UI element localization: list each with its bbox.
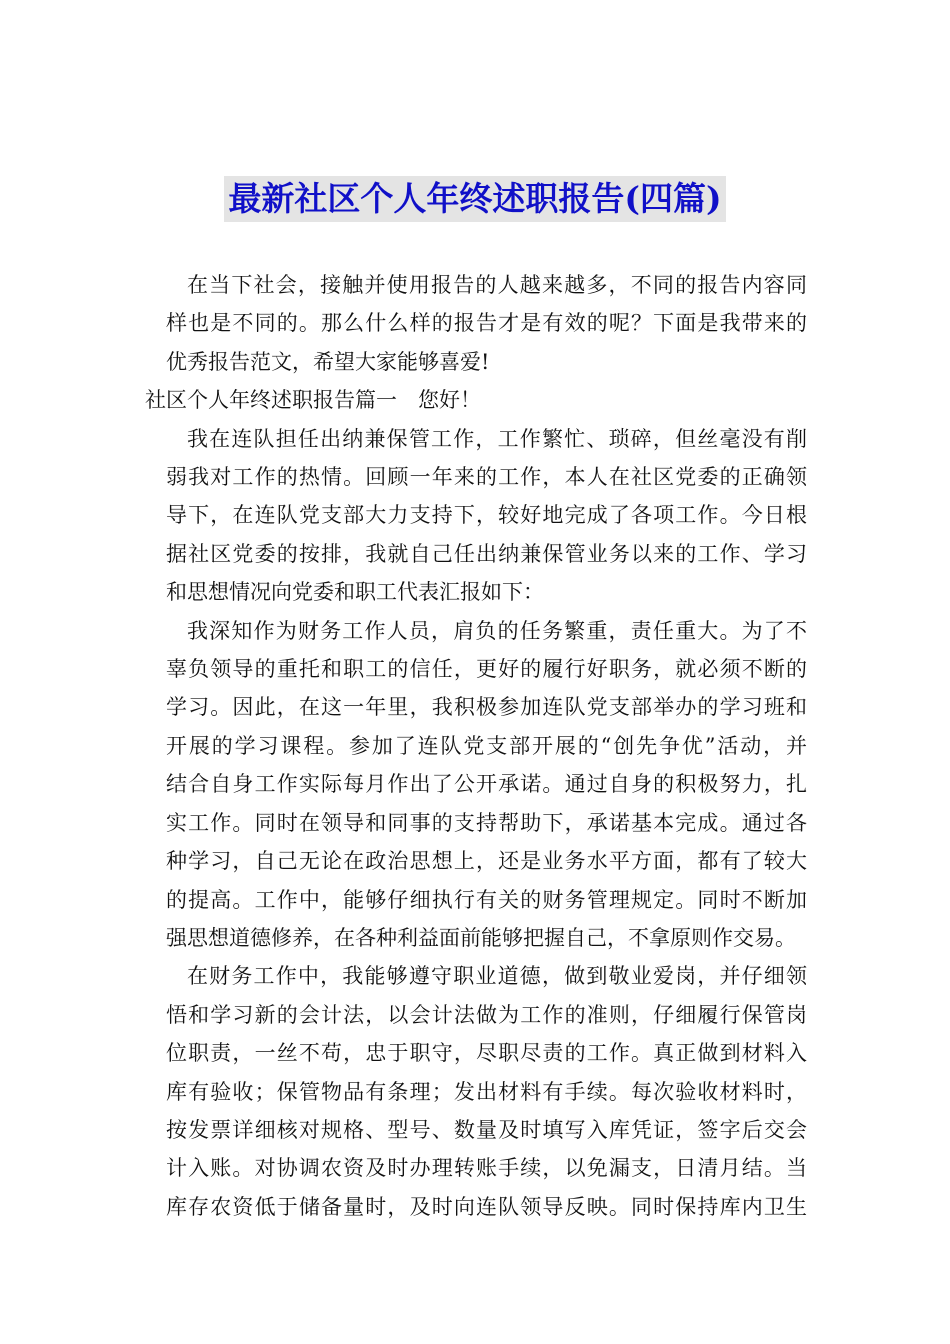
document-body bbox=[145, 266, 807, 1226]
text-line: 开展的学习课程。参加了连队党支部开展的“创先争优”活动，并 bbox=[166, 733, 807, 758]
text-line: 在财务工作中，我能够遵守职业道德，做到敬业爱岗，并仔细领 bbox=[187, 964, 807, 989]
paragraph bbox=[145, 957, 807, 1226]
paragraph bbox=[145, 612, 807, 958]
paragraph bbox=[145, 381, 807, 419]
text-line: 导下，在连队党支部大力支持下，较好地完成了各项工作。今日根 bbox=[166, 503, 807, 528]
text-line: 的提高。工作中，能够仔细执行有关的财务管理规定。同时不断加 bbox=[166, 887, 807, 912]
text-line: 样也是不同的。那么什么样的报告才是有效的呢？下面是我带来的 bbox=[166, 311, 807, 336]
text-line: 按发票详细核对规格、型号、数量及时填写入库凭证，签字后交会 bbox=[166, 1117, 807, 1142]
text-line: 种学习，自己无论在政治思想上，还是业务水平方面，都有了较大 bbox=[166, 849, 807, 874]
text-line: 优秀报告范文，希望大家能够喜爱! bbox=[166, 349, 490, 374]
text-line: 学习。因此，在这一年里，我积极参加连队党支部举办的学习班和 bbox=[166, 695, 807, 720]
text-line: 社区个人年终述职报告篇一 您好！ bbox=[145, 388, 481, 413]
title-container bbox=[0, 176, 950, 222]
text-line: 库存农资低于储备量时，及时向连队领导反映。同时保持库内卫生 bbox=[166, 1194, 807, 1219]
document-title: 最新社区个人年终述职报告(四篇) bbox=[224, 176, 725, 222]
paragraph bbox=[145, 266, 807, 381]
text-line: 弱我对工作的热情。回顾一年来的工作，本人在社区党委的正确领 bbox=[166, 465, 807, 490]
text-line: 和思想情况向党委和职工代表汇报如下： bbox=[166, 580, 544, 605]
text-line: 结合自身工作实际每月作出了公开承诺。通过自身的积极努力，扎 bbox=[166, 772, 807, 797]
text-line: 实工作。同时在领导和同事的支持帮助下，承诺基本完成。通过各 bbox=[166, 810, 807, 835]
text-line: 计入账。对协调农资及时办理转账手续，以免漏支，日清月结。当 bbox=[166, 1156, 807, 1181]
text-line: 库有验收；保管物品有条理；发出材料有手续。每次验收材料时， bbox=[166, 1079, 807, 1104]
text-line: 我在连队担任出纳兼保管工作，工作繁忙、琐碎，但丝毫没有削 bbox=[187, 426, 807, 451]
text-line: 悟和学习新的会计法，以会计法做为工作的准则，仔细履行保管岗 bbox=[166, 1002, 807, 1027]
text-line: 强思想道德修养，在各种利益面前能够把握自己，不拿原则作交易。 bbox=[166, 925, 796, 950]
text-line: 位职责，一丝不苟，忠于职守，尽职尽责的工作。真正做到材料入 bbox=[166, 1041, 807, 1066]
text-line: 据社区党委的按排，我就自己任出纳兼保管业务以来的工作、学习 bbox=[166, 541, 807, 566]
text-line: 辜负领导的重托和职工的信任，更好的履行好职务，就必须不断的 bbox=[166, 657, 807, 682]
paragraph bbox=[145, 420, 807, 612]
text-line: 在当下社会，接触并使用报告的人越来越多，不同的报告内容同 bbox=[187, 273, 807, 297]
text-line: 我深知作为财务工作人员，肩负的任务繁重，责任重大。为了不 bbox=[187, 618, 807, 643]
